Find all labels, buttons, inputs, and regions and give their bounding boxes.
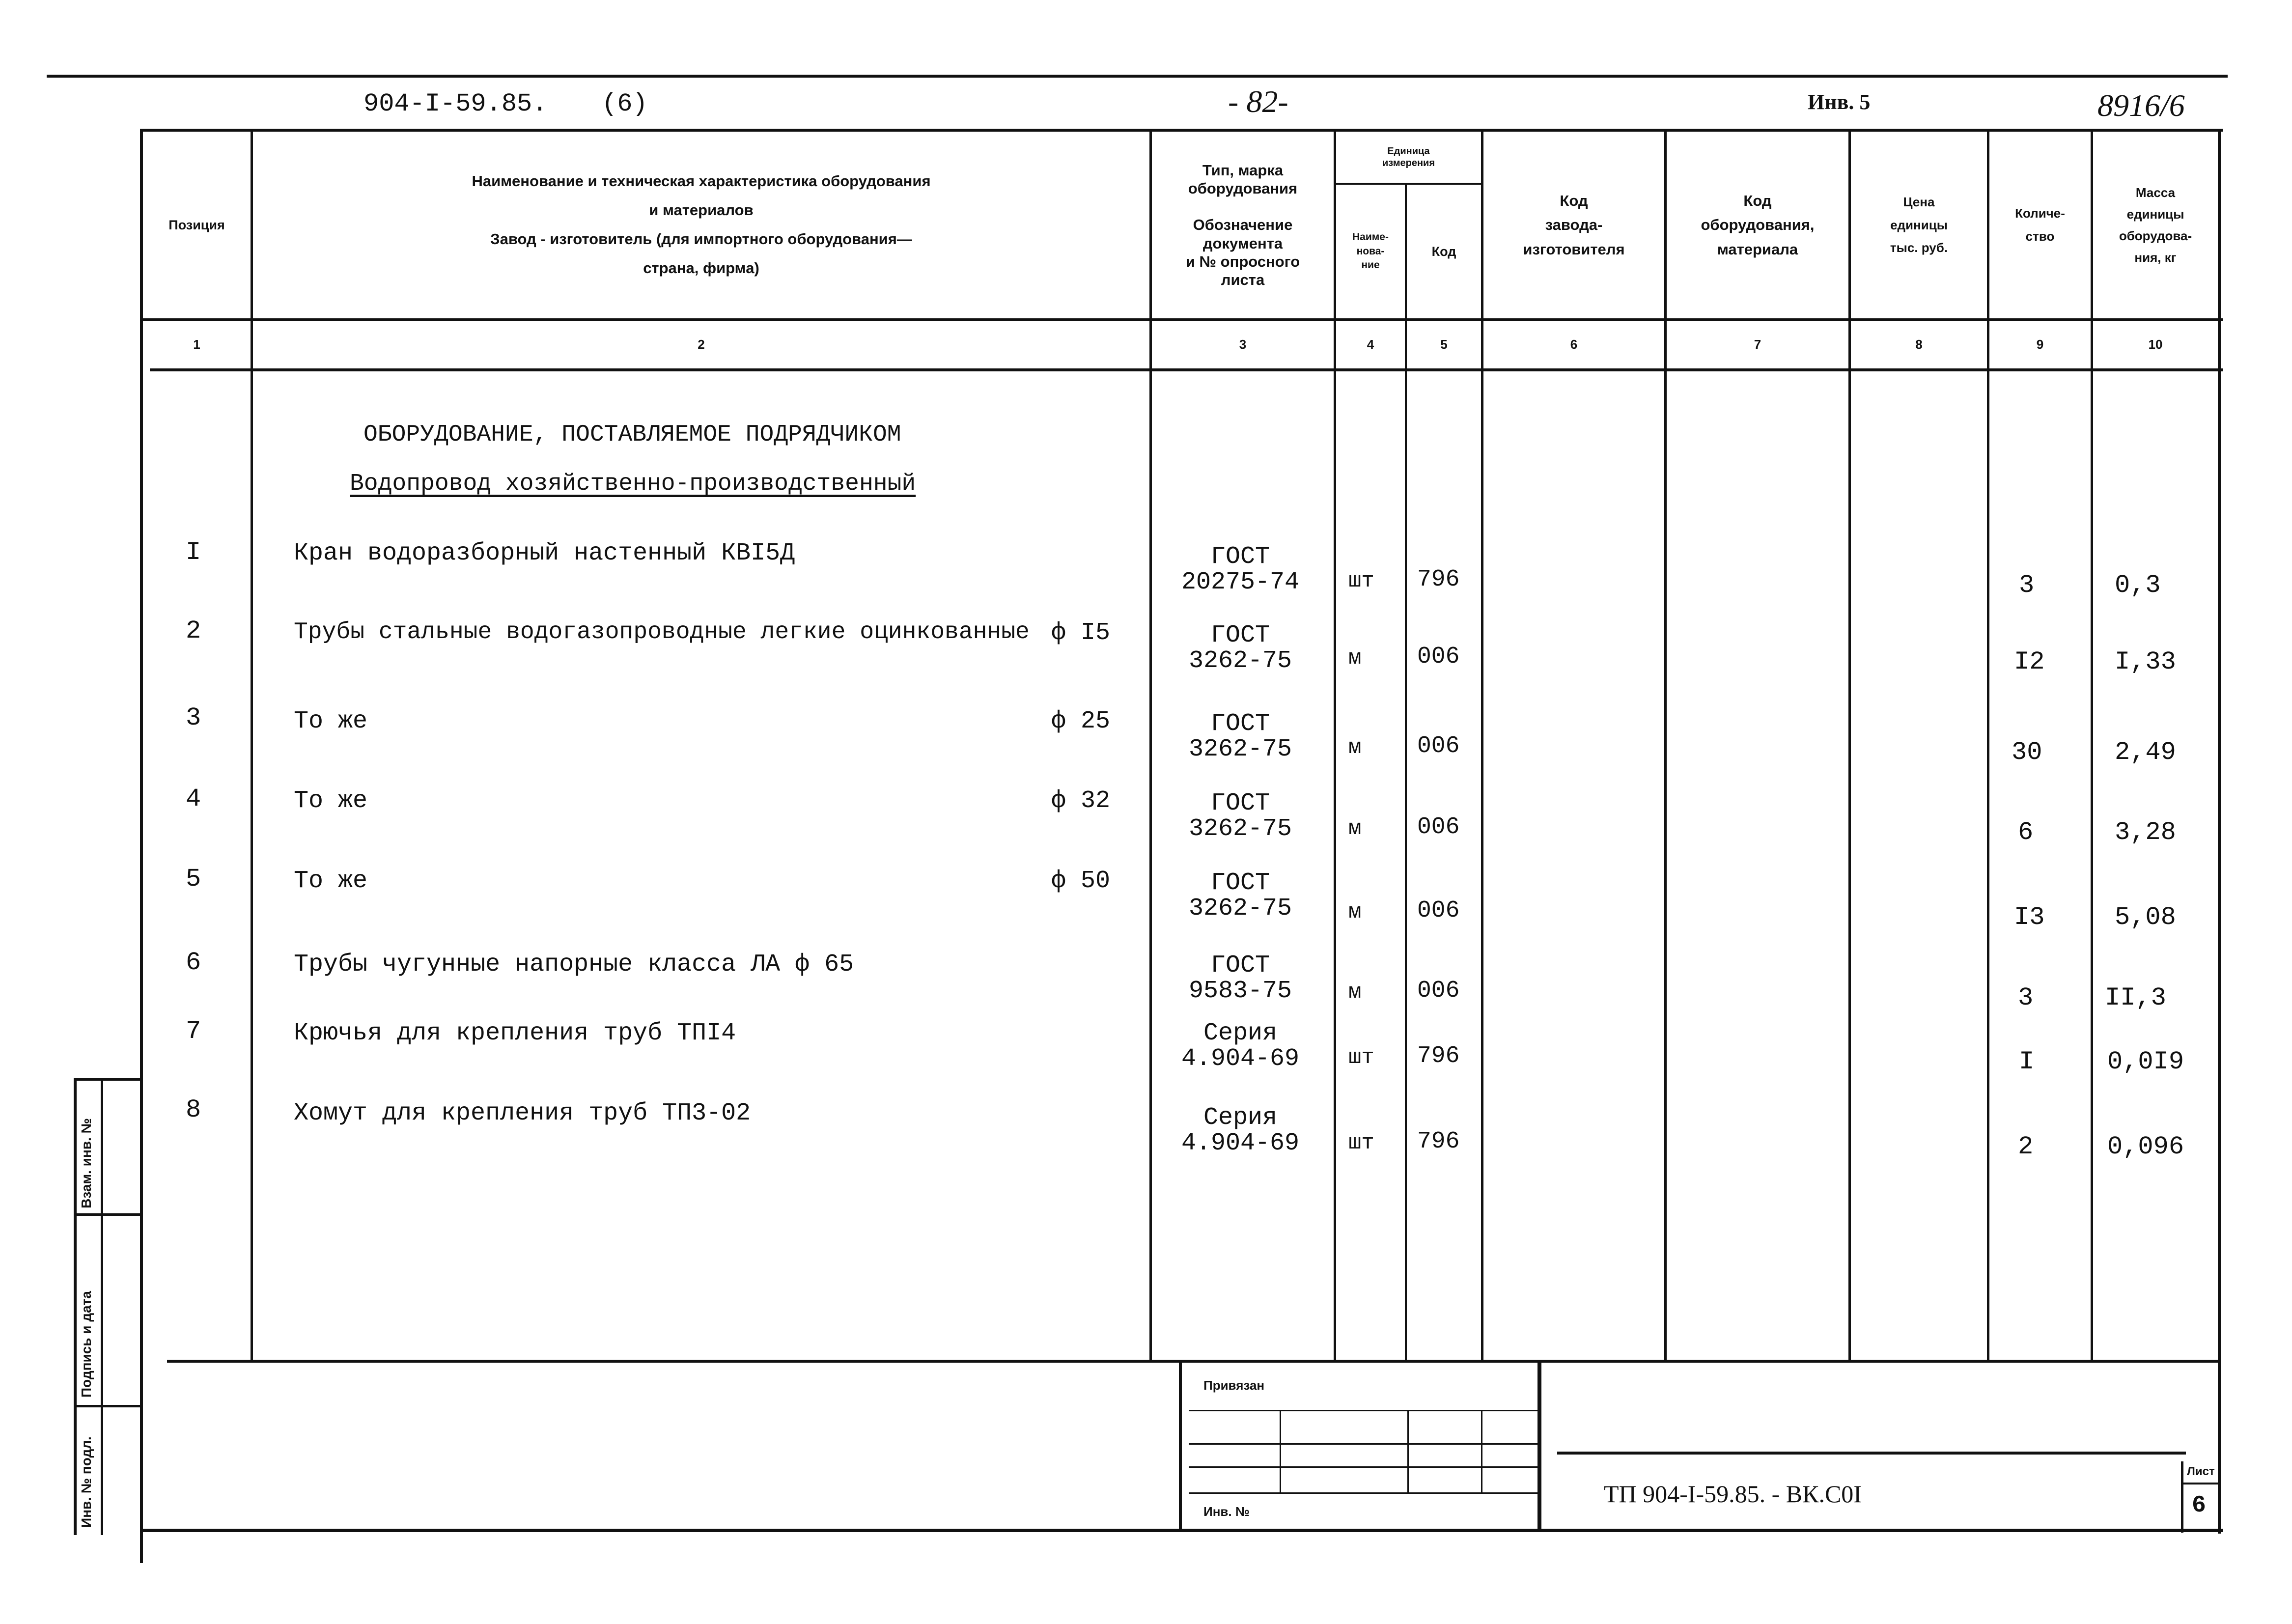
row-dia: ф 50 [1051, 867, 1111, 895]
row-doc: Серия 4.904-69 [1181, 1019, 1300, 1073]
col-header-3: Тип, марка оборудования Обозначение документа и № опросного листа [1185, 161, 1300, 288]
col-number-1: 1 [193, 336, 200, 352]
title-field-line [1557, 1452, 2186, 1455]
inv-no-label: Инв. № [1203, 1504, 1250, 1519]
row-code: 006 [1417, 897, 1460, 924]
col-header-1: Позиция [168, 217, 225, 232]
col-number-10: 10 [2148, 336, 2163, 352]
number-row-line [150, 368, 2223, 371]
stamp-line-3 [1189, 1466, 1537, 1468]
row-dia: ф 32 [1051, 787, 1111, 815]
col-number-5: 5 [1440, 336, 1448, 352]
side-stamp-top [74, 1078, 142, 1081]
side-stamp-mid [101, 1078, 103, 1535]
row-name: То же [294, 787, 368, 815]
row-name: Трубы чугунные напорные класса ЛА ф 65 [294, 951, 854, 979]
row-mass: 0,096 [2107, 1132, 2184, 1161]
stamp-left-line [1179, 1361, 1182, 1530]
unit-group-header: Единица измерения [1382, 146, 1435, 168]
archive-number: 8916/6 [2097, 88, 2185, 123]
col-number-9: 9 [2036, 336, 2044, 352]
row-doc: ГОСТ 3262-75 [1188, 710, 1292, 763]
col-header-2: Наименование и техническая характеристика оборудования и материалов Завод - изготовитель (для импортного оборудования— страна, фирма) [472, 172, 931, 277]
row-qty: 3 [2018, 983, 2034, 1012]
row-qty: 2 [2018, 1132, 2034, 1161]
inv-mark [1808, 89, 1870, 114]
row-name: Крючья для крепления труб ТПI4 [294, 1019, 736, 1047]
row-unit: м [1348, 900, 1362, 924]
col-number-2: 2 [698, 336, 705, 352]
page-number: - 82- [1228, 84, 1288, 119]
sheet-label: Лист [2187, 1465, 2215, 1478]
row-mass: 0,0I9 [2107, 1047, 2184, 1076]
row-doc: ГОСТ 3262-75 [1188, 789, 1292, 843]
row-pos: I [186, 538, 201, 567]
side-stamp-left [74, 1078, 77, 1535]
row-code: 006 [1417, 814, 1460, 840]
vline-right [2218, 129, 2221, 1534]
row-qty: I2 [2014, 647, 2045, 676]
row-unit: шт [1348, 1045, 1374, 1070]
row-doc: Серия 4.904-69 [1181, 1104, 1300, 1157]
stamp-line-2 [1189, 1443, 1537, 1445]
doc-code: 904-I-59.85. [363, 89, 548, 118]
title-code: ТП 904-I-59.85. - ВК.С0I [1604, 1480, 1862, 1508]
row-code: 006 [1417, 978, 1460, 1004]
row-name: Трубы стальные водогазопроводные легкие оцинкованные [294, 619, 1030, 645]
section-subtitle: Водопровод хозяйственно-производственный [350, 471, 916, 497]
row-pos: 3 [186, 703, 201, 732]
row-doc: ГОСТ 3262-75 [1188, 869, 1292, 923]
row-name: То же [294, 867, 368, 895]
row-unit: шт [1348, 569, 1374, 593]
row-pos: 2 [186, 616, 201, 645]
stamp-line-4 [1189, 1492, 1537, 1494]
row-doc: ГОСТ 3262-75 [1188, 621, 1292, 675]
row-pos: 4 [186, 784, 201, 813]
sheet-box-divider [2181, 1483, 2219, 1484]
side-label-original: Инв. № подл. [79, 1436, 94, 1528]
row-unit: м [1348, 980, 1362, 1005]
top-border [47, 75, 2228, 78]
row-mass: 3,28 [2115, 818, 2176, 847]
row-code: 006 [1417, 644, 1460, 670]
col-header-8: Цена единицы тыс. руб. [1890, 194, 1948, 255]
col-header-10: Масса единицы оборудова- ния, кг [2119, 185, 2192, 265]
table-bottom-line [167, 1360, 2220, 1363]
row-mass: 2,49 [2115, 738, 2176, 767]
row-dia: ф 25 [1051, 707, 1111, 735]
stamp-vline-a [1280, 1410, 1281, 1493]
col-header-9: Количе- ство [2015, 206, 2065, 244]
row-code: 006 [1417, 733, 1460, 759]
stamp-mid-line [1537, 1361, 1541, 1530]
col-header-6: Код завода- изготовителя [1523, 192, 1625, 258]
row-unit: м [1348, 735, 1362, 760]
row-qty: 3 [2019, 571, 2035, 600]
side-stamp-divider-1 [74, 1213, 142, 1216]
row-name: То же [294, 707, 368, 735]
row-code: 796 [1417, 1128, 1460, 1155]
section-title: ОБОРУДОВАНИЕ, ПОСТАВЛЯЕМОЕ ПОДРЯДЧИКОМ [363, 421, 901, 448]
row-pos: 5 [186, 865, 201, 894]
row-qty: I [2019, 1047, 2035, 1076]
row-unit: м [1348, 646, 1362, 671]
row-name: Хомут для крепления труб ТП3-02 [294, 1099, 751, 1127]
col-number-6: 6 [1570, 336, 1578, 352]
row-qty: 30 [2012, 738, 2042, 767]
row-mass: I,33 [2115, 647, 2176, 676]
side-label-replaced: Взам. инв. № [79, 1118, 94, 1208]
row-code: 796 [1417, 1043, 1460, 1069]
row-pos: 7 [186, 1017, 201, 1046]
sheet-mark: (6) [602, 89, 648, 118]
side-stamp-divider-2 [74, 1405, 142, 1407]
col-header-4: Наиме- нова- ние [1352, 231, 1389, 271]
row-mass: 0,3 [2115, 571, 2161, 600]
col-number-4: 4 [1367, 336, 1374, 352]
privyazan-label: Привязан [1203, 1378, 1265, 1393]
row-code: 796 [1417, 566, 1460, 593]
row-dia: ф I5 [1051, 619, 1111, 647]
row-pos: 8 [186, 1095, 201, 1124]
stamp-vline-b [1407, 1410, 1409, 1493]
row-unit: шт [1348, 1131, 1374, 1155]
col-header-7: Код оборудования, материала [1701, 192, 1815, 258]
col-number-7: 7 [1754, 336, 1761, 352]
inv-label: Инв. [1808, 90, 1854, 114]
row-pos: 6 [186, 948, 201, 977]
col-number-3: 3 [1239, 336, 1247, 352]
row-name: Кран водоразборный настенный КВI5Д [294, 539, 795, 567]
row-mass: II,3 [2105, 983, 2166, 1012]
col-header-5: Код [1431, 244, 1456, 259]
inv-value: 5 [1859, 90, 1871, 114]
row-unit: м [1348, 816, 1362, 841]
sheet-box-line [2181, 1461, 2183, 1533]
sheet-number: 6 [2192, 1492, 2206, 1519]
row-qty: I3 [2014, 903, 2045, 932]
col-number-8: 8 [1915, 336, 1923, 352]
side-label-signature: Подпись и дата [79, 1291, 94, 1398]
row-qty: 6 [2018, 818, 2034, 847]
row-mass: 5,08 [2115, 903, 2176, 932]
row-doc: ГОСТ 20275-74 [1181, 543, 1300, 596]
row-doc: ГОСТ 9583-75 [1188, 952, 1292, 1005]
stamp-vline-c [1481, 1410, 1482, 1493]
stamp-line-1 [1189, 1410, 1537, 1411]
